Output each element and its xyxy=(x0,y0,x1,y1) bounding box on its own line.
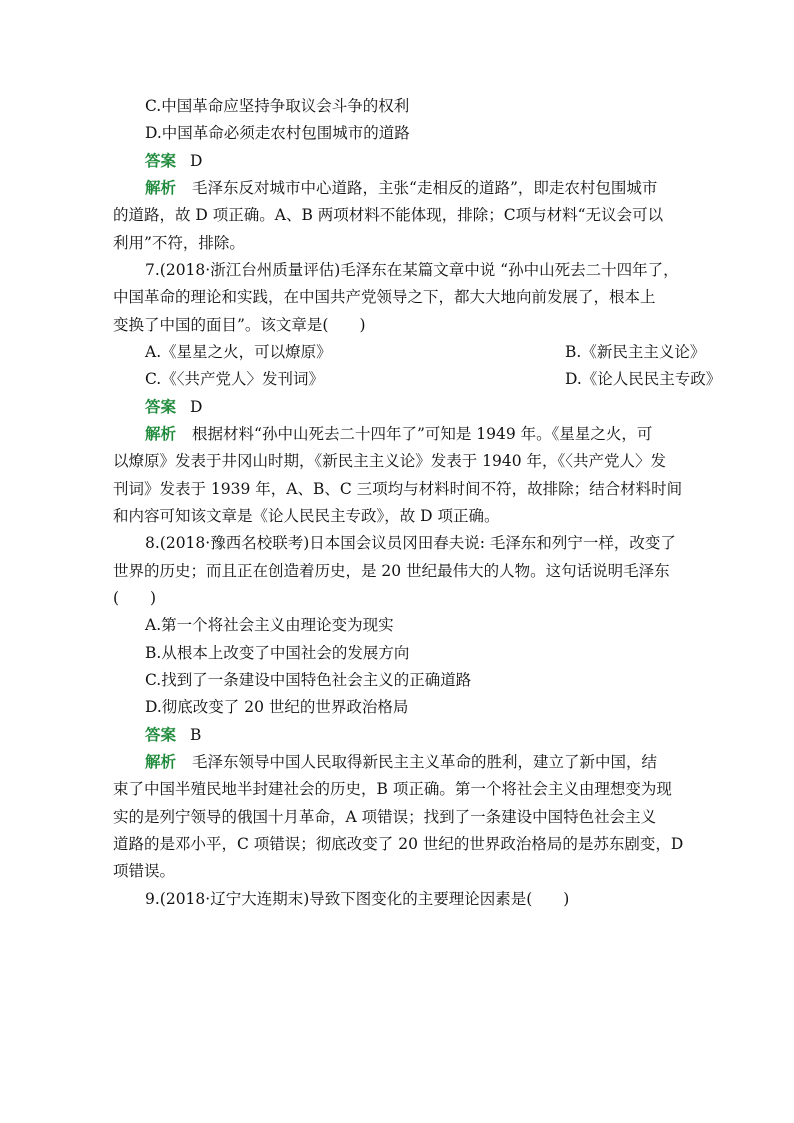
explanation-label: 解析 xyxy=(145,179,177,197)
option-c: C.找到了一条建设中国特色社会主义的正确道路 xyxy=(145,671,472,689)
explanation-line: 以燎原》发表于井冈山时期，《新民主主义论》发表于 1940 年，《〈共产党人〉发 xyxy=(113,452,667,470)
question-stem: 7.(2018·浙江台州质量评估)毛泽东在某篇文章中说 “孙中山死去二十四年了， xyxy=(145,261,679,279)
answer-value: D xyxy=(190,152,203,170)
explanation-line: 道路的是邓小平，C 项错误；彻底改变了 20 世纪的世界政治格局的是苏东剧变，D xyxy=(113,835,684,853)
explanation-label: 解析 xyxy=(145,425,177,443)
option-b: B.从根本上改变了中国社会的发展方向 xyxy=(145,644,410,662)
answer-value: D xyxy=(190,398,203,416)
explanation-line: 解析 根据材料“孙中山死去二十四年了”可知是 1949 年。《星星之火，可 xyxy=(145,425,653,443)
answer-row xyxy=(145,725,201,745)
question-stem: 8.(2018·豫西名校联考)日本国会议员冈田春夫说: 毛泽东和列宁一样，改变了 xyxy=(145,534,676,552)
explanation-line: 和内容可知该文章是《论人民民主专政》，故 D 项正确。 xyxy=(113,507,500,525)
question-stem: 9.(2018·辽宁大连期末)导致下图变化的主要理论因素是( ) xyxy=(145,890,570,908)
answer-label: 答案 xyxy=(145,152,177,170)
option-d: D.中国革命必须走农村包围城市的道路 xyxy=(145,124,410,142)
explanation-line: 利用”不符，排除。 xyxy=(113,234,245,252)
option-row xyxy=(145,342,745,362)
option-a: A.第一个将社会主义由理论变为现实 xyxy=(145,616,394,634)
question-stem: 中国革命的理论和实践，在中国共产党领导之下，都大大地向前发展了，根本上 xyxy=(113,288,656,306)
answer-row xyxy=(145,151,202,171)
option-b: B.《新民主主义论》 xyxy=(565,343,706,361)
explanation-line: 束了中国半殖民地半封建社会的历史，B 项正确。第一个将社会主义由理想变为现 xyxy=(113,780,672,798)
question-stem: ( ) xyxy=(113,589,157,607)
explanation-line: 实的是列宁领导的俄国十月革命，A 项错误；找到了一条建设中国特色社会主义 xyxy=(113,808,657,826)
explanation-line: 解析 毛泽东反对城市中心道路，主张“走相反的道路”，即走农村包围城市 xyxy=(145,179,658,197)
option-row xyxy=(145,369,745,389)
option-d: D.彻底改变了 20 世纪的世界政治格局 xyxy=(145,698,409,716)
answer-label: 答案 xyxy=(145,398,177,416)
question-stem: 变换了中国的面目”。该文章是( ) xyxy=(113,316,366,334)
answer-row xyxy=(145,397,202,417)
explanation-line: 的道路，故 D 项正确。A、B 两项材料不能体现，排除；C项与材料“无议会可以 xyxy=(113,206,664,224)
question-stem: 世界的历史；而且正在创造着历史，是 20 世纪最伟大的人物。这句话说明毛泽东 xyxy=(113,562,670,580)
answer-value: B xyxy=(190,726,202,744)
answer-label: 答案 xyxy=(145,726,177,744)
explanation-line: 项错误。 xyxy=(113,862,176,880)
explanation-label: 解析 xyxy=(145,753,177,771)
explanation-line: 解析 毛泽东领导中国人民取得新民主主义革命的胜利，建立了新中国，结 xyxy=(145,753,658,771)
option-c: C.《〈共产党人〉发刊词》 xyxy=(145,370,324,388)
option-a: A.《星星之火，可以燎原》 xyxy=(145,343,332,361)
option-c: C.中国革命应坚持争取议会斗争的权利 xyxy=(145,97,410,115)
explanation-line: 刊词》发表于 1939 年，A、B、C 三项均与材料时间不符，故排除；结合材料时间 xyxy=(113,480,683,498)
option-d: D.《论人民民主专政》 xyxy=(565,370,722,388)
